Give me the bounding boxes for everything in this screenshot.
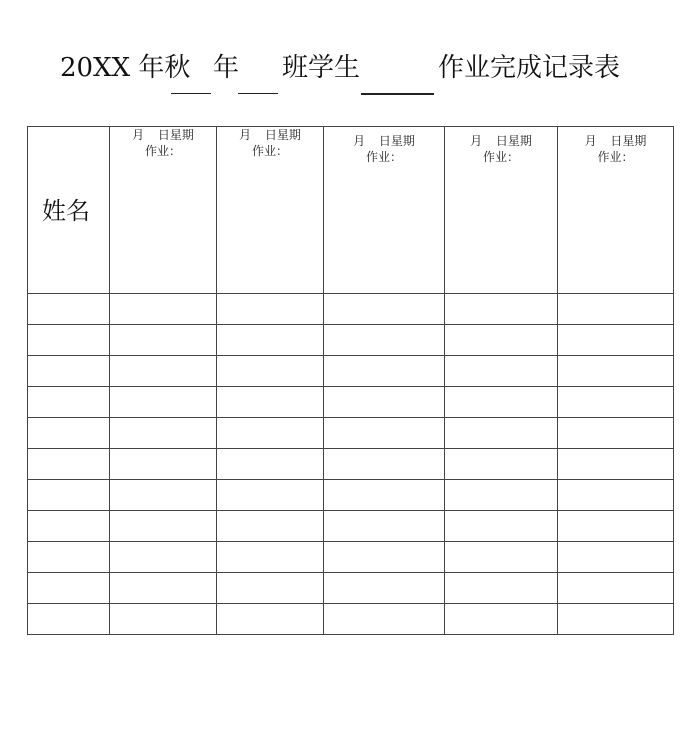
table-row [28, 325, 674, 356]
student-name-cell [28, 449, 110, 480]
homework-cell [324, 325, 445, 356]
student-name-cell [28, 294, 110, 325]
homework-label: 作业： [482, 150, 519, 164]
date-column-header-3 [324, 127, 445, 294]
homework-cell [558, 294, 674, 325]
homework-cell [558, 356, 674, 387]
homework-cell [558, 573, 674, 604]
date-column-header-2 [217, 127, 324, 294]
homework-cell [324, 480, 445, 511]
student-name-cell [28, 604, 110, 635]
table-row [28, 542, 674, 573]
homework-cell [558, 449, 674, 480]
table-row [28, 387, 674, 418]
student-name-cell [28, 356, 110, 387]
homework-cell [445, 573, 558, 604]
date-label: 月 日星期 [353, 134, 415, 148]
homework-cell [445, 449, 558, 480]
homework-cell [324, 387, 445, 418]
table-row [28, 573, 674, 604]
date-label: 月 日星期 [584, 134, 647, 148]
student-name-cell [28, 511, 110, 542]
table-row [28, 604, 674, 635]
homework-cell [110, 511, 217, 542]
table-row [28, 480, 674, 511]
student-name-cell [28, 387, 110, 418]
homework-cell [217, 604, 324, 635]
homework-cell [217, 325, 324, 356]
student-name-cell [28, 542, 110, 573]
date-column-header-5 [558, 127, 674, 294]
record-body [28, 294, 674, 635]
homework-cell [445, 294, 558, 325]
title-blank-student [361, 93, 434, 95]
homework-cell [110, 418, 217, 449]
homework-cell [445, 325, 558, 356]
table-row [28, 449, 674, 480]
homework-cell [445, 542, 558, 573]
homework-cell [324, 356, 445, 387]
homework-cell [445, 387, 558, 418]
table-row [28, 511, 674, 542]
homework-cell [217, 294, 324, 325]
homework-cell [324, 294, 445, 325]
student-name-cell [28, 325, 110, 356]
homework-label: 作业： [365, 150, 402, 164]
homework-cell [217, 511, 324, 542]
homework-cell [445, 511, 558, 542]
name-column-header [28, 127, 110, 294]
homework-cell [110, 449, 217, 480]
title-suffix: 作业完成记录表 [438, 53, 621, 83]
homework-cell [110, 294, 217, 325]
date-label: 月 日星期 [470, 134, 532, 148]
homework-cell [445, 356, 558, 387]
table-row [28, 294, 674, 325]
homework-cell [110, 356, 217, 387]
homework-cell [558, 480, 674, 511]
document-title [0, 48, 700, 96]
title-grade-word: 年 [213, 53, 240, 83]
homework-cell [558, 604, 674, 635]
student-name-cell [28, 480, 110, 511]
homework-cell [217, 542, 324, 573]
homework-cell [217, 387, 324, 418]
date-label: 月 日星期 [239, 128, 301, 142]
table-row [28, 418, 674, 449]
title-prefix: 20XX 年秋 [60, 53, 191, 83]
homework-cell [110, 604, 217, 635]
homework-cell [217, 356, 324, 387]
homework-cell [110, 573, 217, 604]
homework-label: 作业： [597, 150, 634, 164]
homework-record-table [27, 126, 674, 635]
title-class-word: 班学生 [282, 53, 361, 83]
homework-cell [324, 573, 445, 604]
homework-cell [217, 449, 324, 480]
date-label: 月 日星期 [132, 128, 194, 142]
homework-cell [558, 325, 674, 356]
homework-cell [110, 387, 217, 418]
name-header-label: 姓名 [42, 196, 90, 225]
header-row [28, 127, 674, 294]
homework-cell [445, 480, 558, 511]
homework-cell [217, 480, 324, 511]
homework-cell [217, 418, 324, 449]
homework-cell [445, 418, 558, 449]
homework-cell [110, 480, 217, 511]
homework-cell [558, 511, 674, 542]
title-blank-grade [171, 93, 211, 94]
student-name-cell [28, 573, 110, 604]
homework-label: 作业： [144, 144, 181, 158]
title-blank-class [238, 93, 278, 94]
table-row [28, 356, 674, 387]
homework-cell [324, 604, 445, 635]
homework-cell [558, 542, 674, 573]
homework-cell [558, 387, 674, 418]
date-column-header-4 [445, 127, 558, 294]
homework-cell [324, 511, 445, 542]
homework-cell [110, 542, 217, 573]
student-name-cell [28, 418, 110, 449]
homework-cell [324, 542, 445, 573]
homework-label: 作业： [251, 144, 288, 158]
date-column-header-1 [110, 127, 217, 294]
homework-cell [324, 418, 445, 449]
homework-cell [445, 604, 558, 635]
homework-cell [217, 573, 324, 604]
homework-cell [110, 325, 217, 356]
homework-cell [324, 449, 445, 480]
homework-cell [558, 418, 674, 449]
